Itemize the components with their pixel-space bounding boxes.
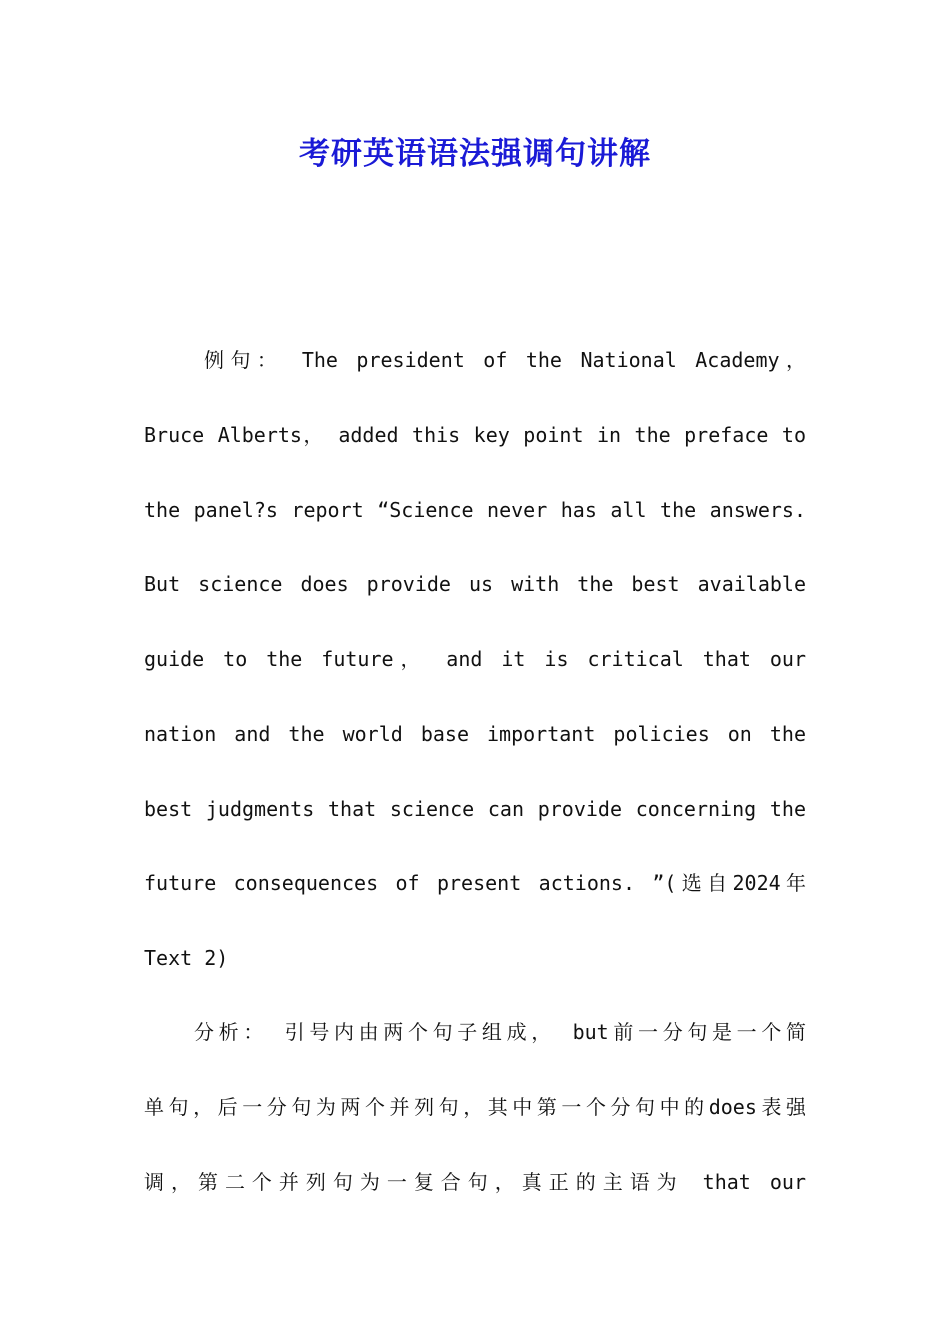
analysis-line-3: 调，第二个并列句为一复合句，真正的主语为 that our — [144, 1170, 806, 1194]
paragraph-line-9: Text 2) — [144, 946, 229, 970]
paragraph-line-1: 例句： The president of the National Academy， — [204, 348, 806, 372]
paragraph-line-5: guide to the future， and it is critical that our — [144, 647, 806, 671]
paragraph-line-6: nation and the world base important policies on the — [144, 722, 806, 746]
analysis-line-2: 单句，后一分句为两个并列句，其中第一个分句中的does表强 — [144, 1095, 806, 1119]
document-title: 考研英语语法强调句讲解 — [299, 136, 651, 172]
paragraph-line-4: But science does provide us with the best available — [144, 572, 806, 596]
analysis-line-1: 分析： 引号内由两个句子组成， but前一分句是一个简 — [194, 1020, 806, 1044]
paragraph-line-8: future consequences of present actions. ”(选自2024年 — [144, 871, 806, 895]
paragraph-line-3: the panel?s report “Science never has all the answers. — [144, 498, 806, 522]
paragraph-line-2: Bruce Alberts， added this key point in the preface to — [144, 423, 806, 447]
paragraph-line-7: best judgments that science can provide concerning the — [144, 797, 806, 821]
